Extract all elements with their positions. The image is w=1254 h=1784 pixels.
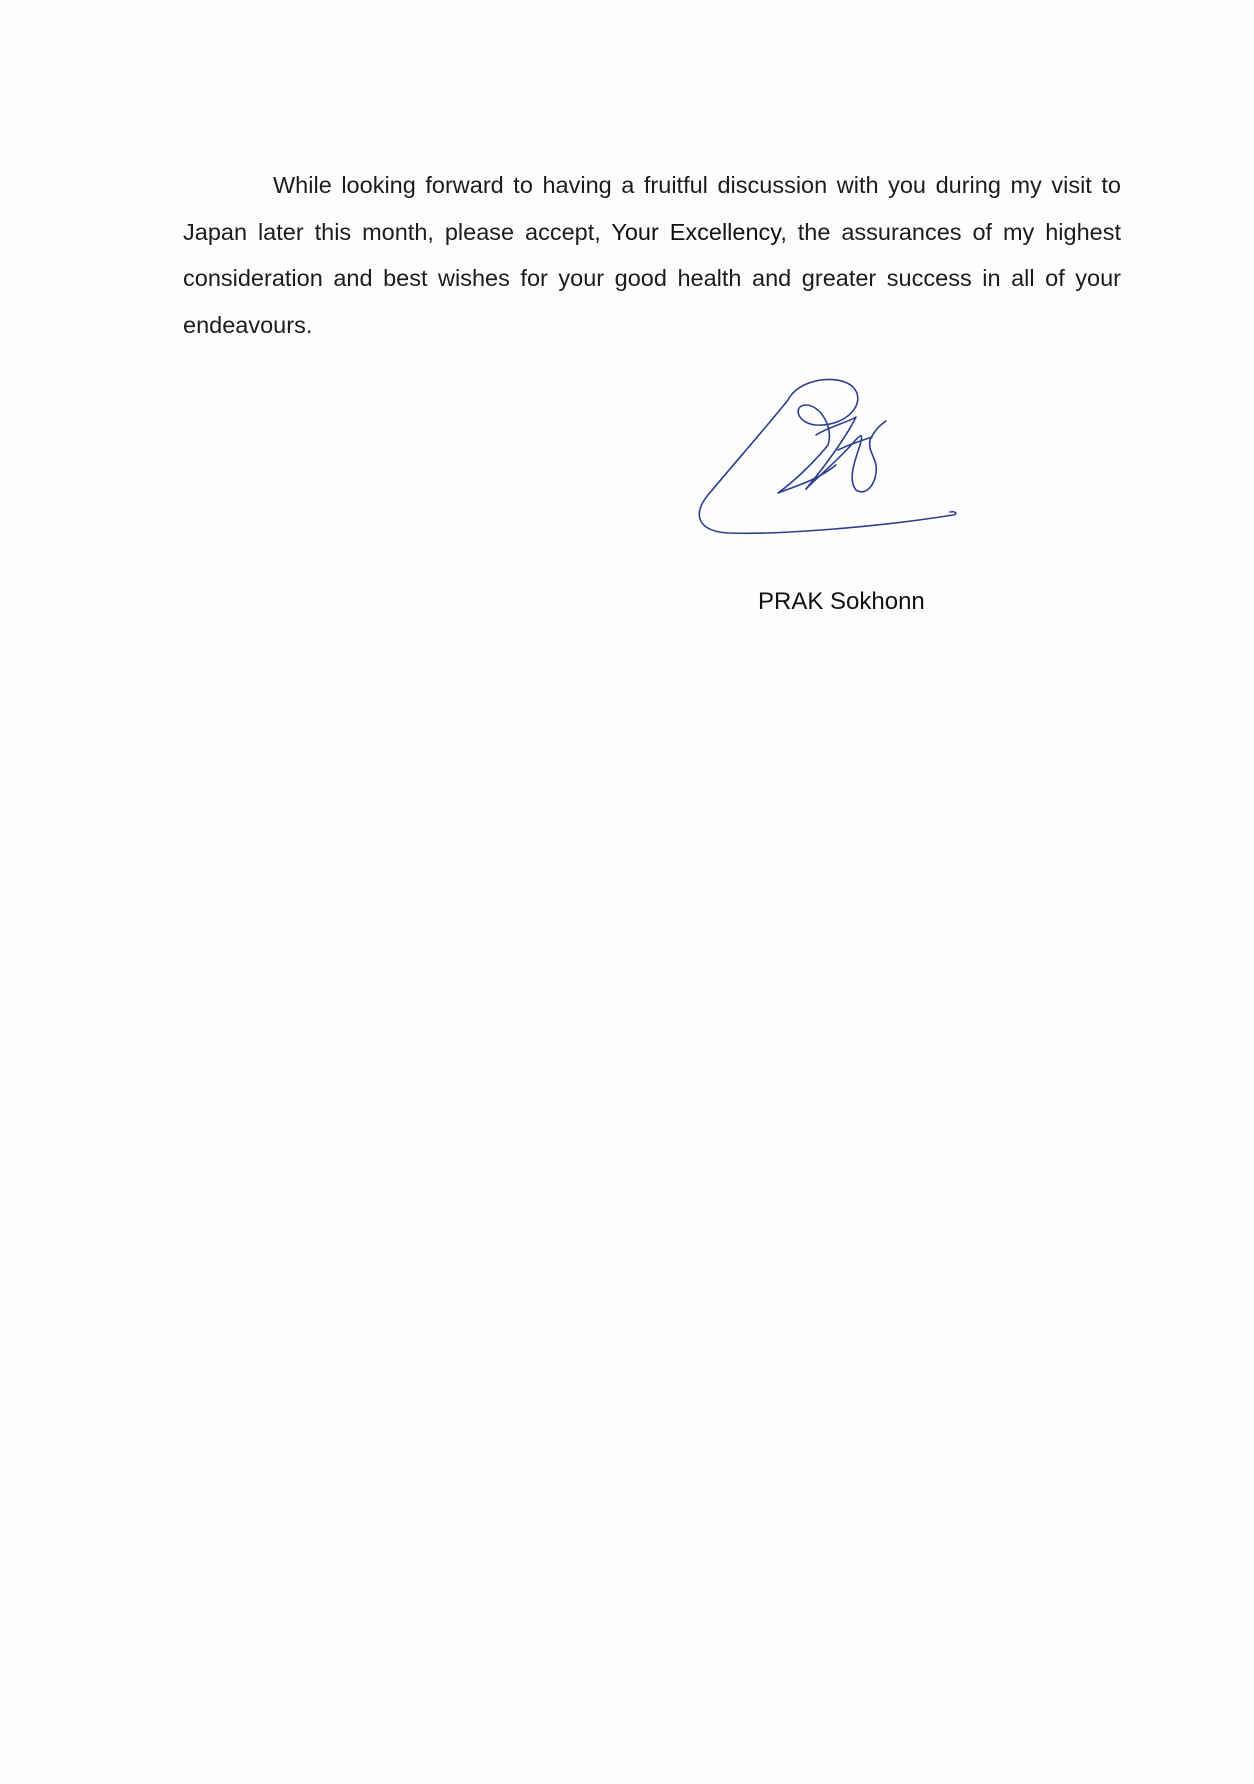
handwritten-signature — [688, 365, 968, 545]
paragraph-part-2: , the assurances of my highest consideration and best wishes for your good health and greater success in all of your endeavours. — [183, 218, 1122, 338]
paragraph-part-1: While looking forward to having a fruitful discussion with you during my visit to Japan later this month, please accept, — [183, 172, 1121, 245]
closing-paragraph — [183, 162, 1121, 348]
signature-stroke — [699, 400, 956, 533]
signature-stroke — [806, 436, 876, 492]
signature-stroke — [788, 379, 858, 445]
signatory-name: PRAK Sokhonn — [758, 588, 925, 615]
paragraph-text — [183, 162, 1121, 348]
salutation-emphasis: Your Excellency — [611, 218, 781, 245]
